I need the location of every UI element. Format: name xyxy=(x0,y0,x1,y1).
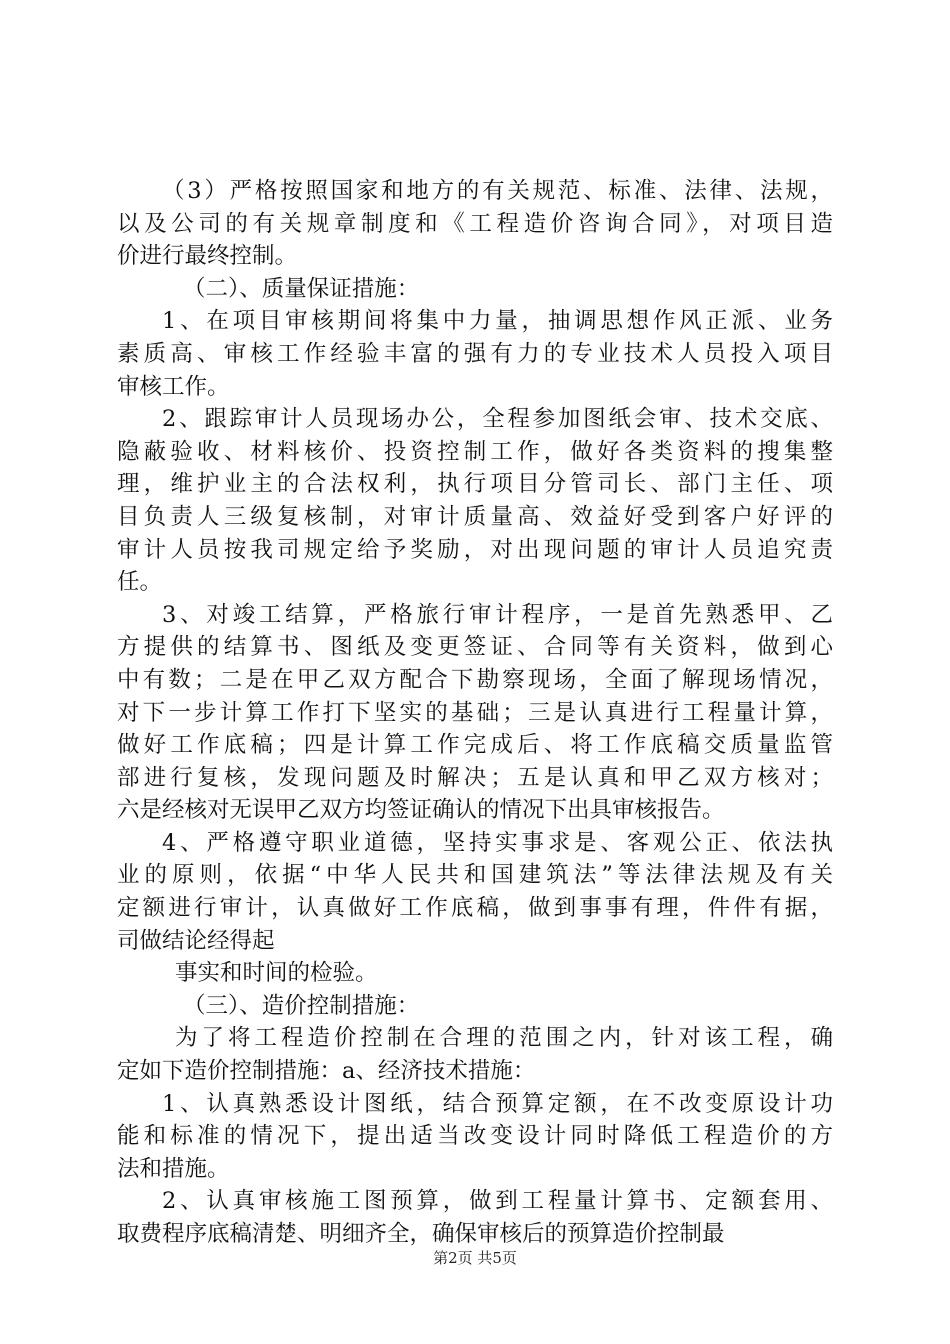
text-line: （二）、质量保证措施： xyxy=(183,275,420,302)
text-line: 审核工作。 xyxy=(117,373,230,400)
text-line: 定如下造价控制措施：a、经济技术措施： xyxy=(117,1058,536,1085)
text-line: 六是经核对无误甲乙双方均签证确认的情况下出具审核报告。 xyxy=(117,797,725,824)
text-line: 任。 xyxy=(117,569,163,596)
text-line: 事实和时间的检验。 xyxy=(175,960,378,987)
text-line: 能和标准的情况下，提出适当改变设计同时降低工程造价的方 xyxy=(117,1123,833,1150)
text-line: 部进行复核，发现问题及时解决；五是认真和甲乙双方核对； xyxy=(117,764,833,791)
text-line: 方提供的结算书、图纸及变更签证、合同等有关资料，做到心 xyxy=(117,634,833,661)
text-line: 司做结论经得起 xyxy=(117,927,275,954)
page-footer: 第2页 共5页 xyxy=(433,1249,517,1267)
text-line: 1、认真熟悉设计图纸，结合预算定额，在不改变原设计功 xyxy=(162,1090,833,1117)
document-body xyxy=(117,175,833,1251)
text-line: 中有数；二是在甲乙双方配合下勘察现场，全面了解现场情况， xyxy=(117,666,833,693)
text-line: 2、跟踪审计人员现场办公，全程参加图纸会审、技术交底、 xyxy=(162,406,833,433)
text-line: 取费程序底稿清楚、明细齐全，确保审核后的预算造价控制最 xyxy=(117,1221,725,1247)
text-line: 1、在项目审核期间将集中力量，抽调思想作风正派、业务 xyxy=(162,308,833,335)
text-line: 定额进行审计，认真做好工作底稿，做到事事有理，件件有据， xyxy=(117,895,833,922)
text-line: 隐蔽验收、材料核价、投资控制工作，做好各类资料的搜集整 xyxy=(117,438,833,465)
text-line: 对下一步计算工作打下坚实的基础；三是认真进行工程量计算， xyxy=(117,699,833,726)
text-line: 素质高、审核工作经验丰富的强有力的专业技术人员投入项目 xyxy=(117,340,833,367)
text-line: 4、严格遵守职业道德，坚持实事求是、客观公正、依法执 xyxy=(162,829,833,856)
text-line: 2、认真审核施工图预算，做到工程量计算书、定额套用、 xyxy=(162,1188,833,1215)
text-line: 目负责人三级复核制，对审计质量高、效益好受到客户好评的 xyxy=(117,503,833,530)
text-line: （3）严格按照国家和地方的有关规范、标准、法律、法规， xyxy=(162,178,833,204)
text-line: 以及公司的有关规章制度和《工程造价咨询合同》，对项目造 xyxy=(117,210,833,237)
text-line: 价进行最终控制。 xyxy=(117,243,298,270)
text-line: 3、对竣工结算，严格旅行审计程序，一是首先熟悉甲、乙 xyxy=(162,601,833,628)
text-line: 理，维护业主的合法权利，执行项目分管司长、部门主任、项 xyxy=(117,471,833,498)
text-line: （三）、造价控制措施： xyxy=(183,992,420,1019)
text-line: 做好工作底稿；四是计算工作完成后、将工作底稿交质量监管 xyxy=(117,732,833,759)
text-line: 审计人员按我司规定给予奖励，对出现问题的审计人员追究责 xyxy=(117,536,833,563)
text-line: 为了将工程造价控制在合理的范围之内，针对该工程，确 xyxy=(175,1025,833,1052)
text-line: 业的原则，依据“中华人民共和国建筑法”等法律法规及有关 xyxy=(117,862,833,889)
text-line: 法和措施。 xyxy=(117,1155,230,1182)
